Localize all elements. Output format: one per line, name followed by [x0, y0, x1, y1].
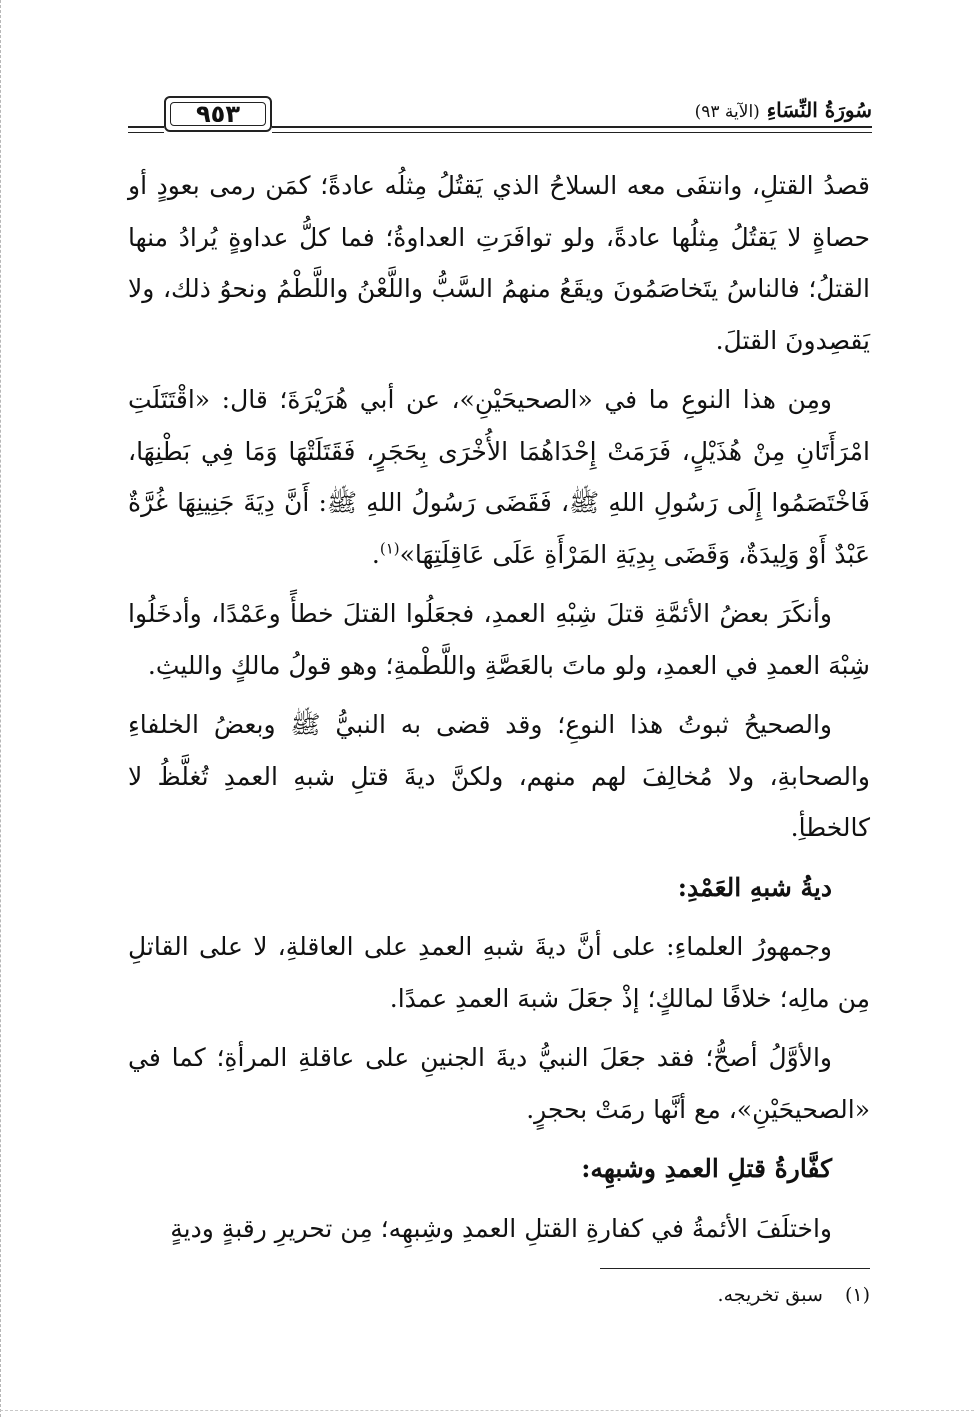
scan-bottom-edge [0, 1410, 974, 1411]
section-heading-kaffara: كفَّارةُ قتلِ العمدِ وشبهِه: [581, 1154, 832, 1183]
paragraph-2 [128, 374, 870, 580]
page-header [128, 96, 872, 146]
paragraph-5: وجمهورُ العلماءِ: على أنَّ ديةَ شبهِ العمدِ على العاقلةِ، لا على القاتلِ مِن مالِه؛ خلافًا لمالكٍ؛ إذْ جعَلَ شبهَ العمدِ عمدًا. [128, 932, 870, 1013]
footnote-1 [718, 1280, 870, 1310]
footnote-number: (١) [844, 1284, 870, 1306]
section-heading-diya: ديةُ شبهِ العَمْدِ: [677, 872, 832, 902]
paragraph-2-end: . [371, 539, 380, 569]
verse-reference: (الآية ٩٣) [694, 102, 760, 122]
header-rule-left [128, 126, 164, 128]
paragraph-7: واختلَفَ الأئمةُ في كفارةِ القتلِ العمدِ وشِبهِه؛ مِن تحريرِ رقبةٍ وديةٍ [170, 1213, 832, 1243]
paragraph-1: قصدُ القتلِ، وانتفَى معه السلاحُ الذي يَقتُلُ مِثلُه عادةً؛ كمَن رمى بعودٍ أو حصاةٍ لا يَقتُلُ مِثلُها عادةً، ولو توافَرَتِ العداوةُ؛ فما كلُّ عداوةٍ يُرادُ منها القتلُ؛ فالناسُ يتَخاصَمُونَ ويقَعُ منهمُ السَّبُّ واللَّعْنُ واللَّطْمُ ونحوُ ذلك، ولا يَقصِدونَ القتلَ. [128, 171, 870, 355]
footnote-reference: (١) [379, 539, 400, 558]
header-rule-right [272, 126, 872, 128]
header-rule-left-thin [128, 132, 164, 133]
paragraph-6: والأوَّلُ أصحُّ؛ فقد جعَلَ النبيُّ ديةَ الجنينِ على عاقلةِ المرأةِ؛ كما في «الصحيحَيْنِ»، مع أنَّها رمَتْ بحجرٍ. [128, 1043, 870, 1124]
paragraph-4: والصحيحُ ثبوتُ هذا النوعِ؛ وقد قضى به النبيُّ ﷺ وبعضُ الخلفاءِ والصحابةِ، ولا مُخالِفَ لهم منهم، ولكنَّ ديةَ قتلِ شبهِ العمدِ تُغلَّظُ لا كالخطأِ. [128, 710, 870, 842]
page-number-frame [164, 96, 272, 132]
hadith-quote: «اقْتَتَلَتِ امْرَأَتَانِ مِنْ هُذَيْلٍ، فَرَمَتْ إِحْدَاهُمَا الأُخْرَى بِحَجَرٍ، فَقَتَلَتْهَا وَمَا فِي بَطْنِهَا، فَاخْتَصَمُوا إِلَى رَسُولِ اللهِ ﷺ، فَقَضَى رَسُولُ اللهِ ﷺ: أَنَّ دِيَةَ جَنِينِهَا غُرَّةٌ عَبْدٌ أَوْ وَلِيدَةٌ، وَقَضَى بِدِيَةِ المَرْأَةِ عَلَى عَاقِلَتِهَا» [128, 385, 870, 569]
running-title [695, 98, 872, 122]
paragraph-3: وأنكَرَ بعضُ الأئمَّةِ قتلَ شِبْهِ العمدِ، فجعَلُوا القتلَ خطأً وعَمْدًا، وأدخَلُوا شِبْهَ العمدِ في العمدِ، ولو ماتَ بالعَصَّةِ واللَّطْمةِ؛ وهو قولُ مالكٍ والليثِ. [128, 599, 870, 680]
scan-left-edge [0, 0, 4, 1417]
footnote-separator [600, 1268, 870, 1269]
main-text [128, 160, 870, 1262]
surah-title: سُورَةُ النِّسَاءِ [766, 98, 872, 122]
paragraph-2-intro: ومِن هذا النوعِ ما في «الصحيحَيْنِ»، عن أبي هُرَيْرَةَ؛ قال: [221, 385, 833, 414]
footnote-text: سبق تخريجه. [717, 1284, 823, 1306]
header-rule-right-thin [272, 132, 872, 133]
page-number: ٩٥٣ [196, 100, 240, 128]
